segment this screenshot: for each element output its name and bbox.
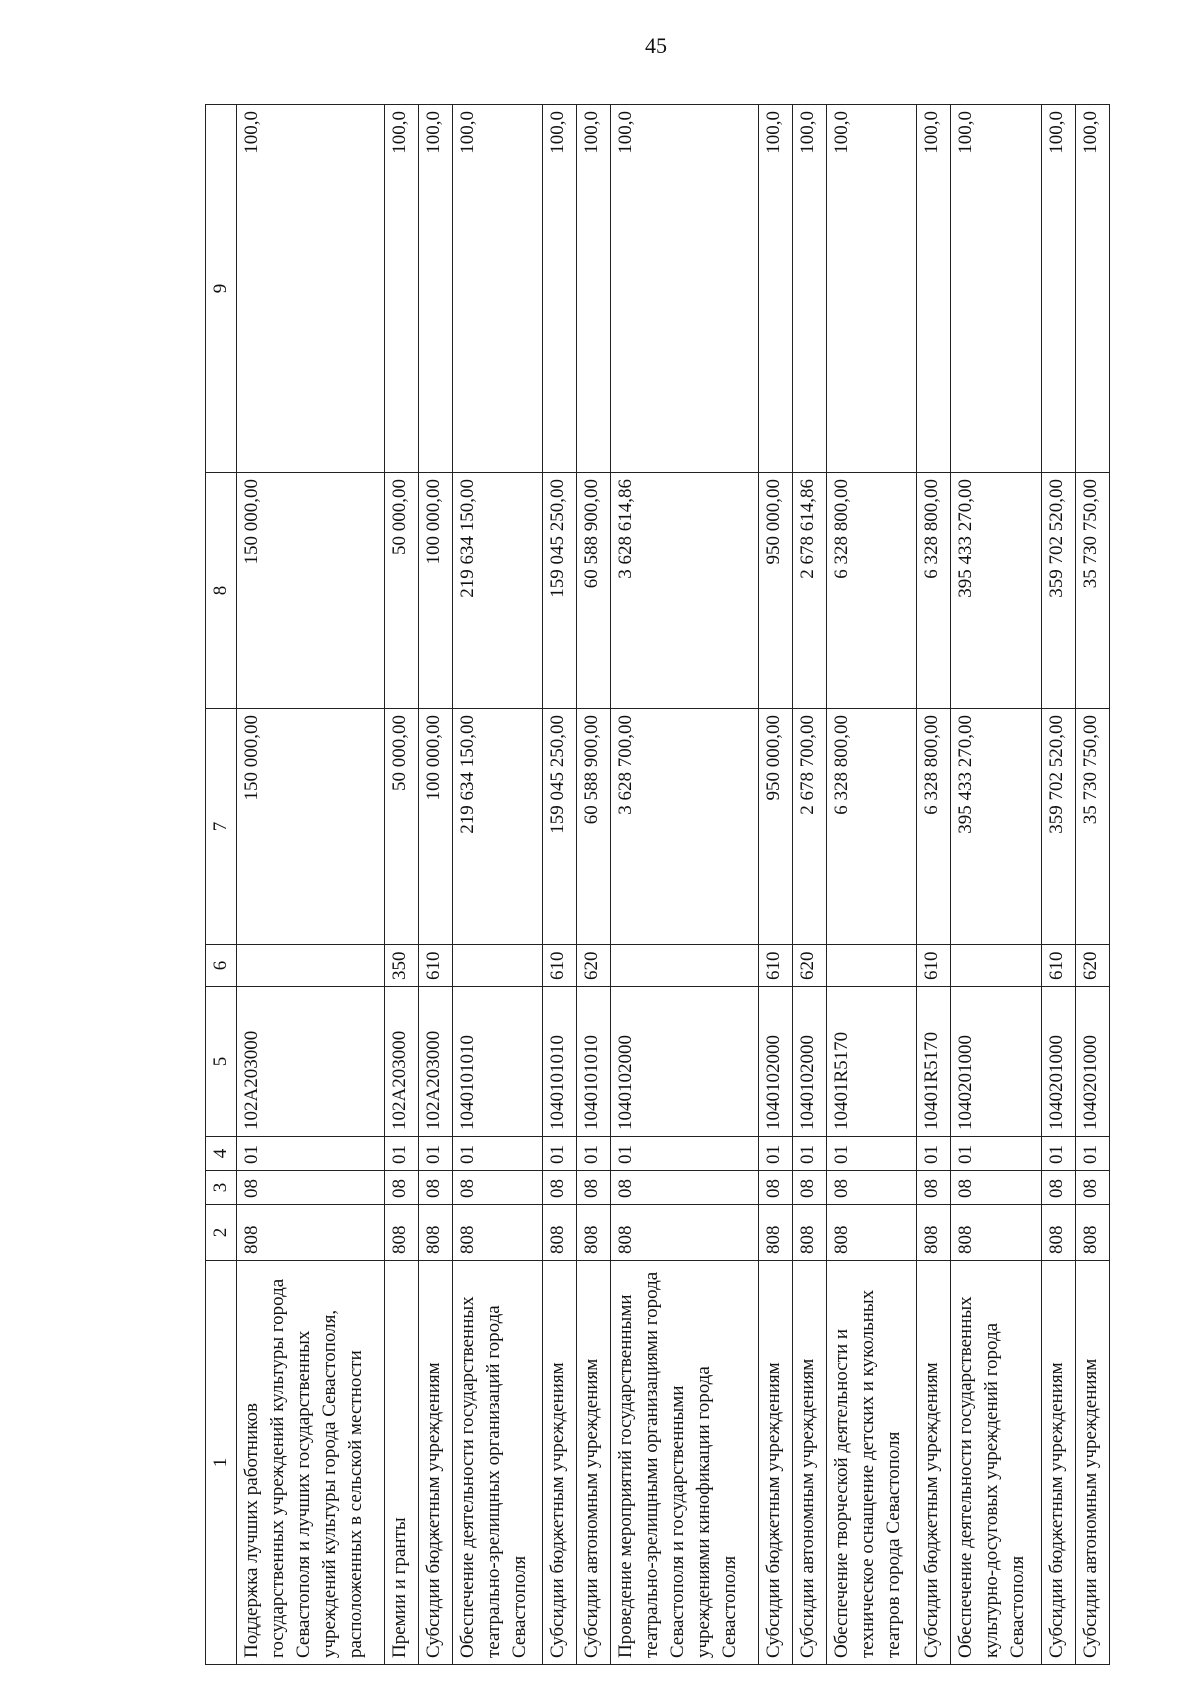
row-section: 08 (543, 1171, 577, 1205)
row-section: 08 (452, 1171, 543, 1205)
row-description: Премии и гранты (384, 1261, 418, 1665)
table-row (611, 105, 759, 1665)
table-row (826, 105, 917, 1665)
table-row (1076, 105, 1110, 1665)
page-number: 45 (645, 33, 667, 58)
row-expense-type (826, 945, 917, 987)
row-description: Субсидии автономным учреждениям (1076, 1261, 1110, 1665)
row-subsection: 01 (1076, 1137, 1110, 1171)
table-row (1042, 105, 1076, 1665)
row-planned-amount: 6 328 800,00 (917, 709, 951, 945)
rotated-table-container (205, 105, 1110, 1665)
column-header: 1 (206, 1261, 237, 1665)
row-execution-percent: 100,0 (577, 105, 611, 473)
row-expense-type: 620 (577, 945, 611, 987)
row-description: Обеспечение деятельности государственных театрально-зрелищных организаций города Севастополя (452, 1261, 543, 1665)
row-section: 08 (577, 1171, 611, 1205)
row-subsection: 01 (951, 1137, 1042, 1171)
row-executed-amount: 395 433 270,00 (951, 473, 1042, 709)
row-planned-amount: 150 000,00 (237, 709, 385, 945)
row-planned-amount: 359 702 520,00 (1042, 709, 1076, 945)
row-description: Проведение мероприятий государственными театрально-зрелищными организациями города Севастополя и государственными учреждениями кинофикации города Севастополя (611, 1261, 759, 1665)
row-description: Обеспечение деятельности государственных культурно-досуговых учреждений города Севастополя (951, 1261, 1042, 1665)
row-subsection: 01 (237, 1137, 385, 1171)
row-execution-percent: 100,0 (418, 105, 452, 473)
row-execution-percent: 100,0 (1042, 105, 1076, 473)
row-ministry-code: 808 (1042, 1205, 1076, 1261)
column-header: 7 (206, 709, 237, 945)
row-section: 08 (951, 1171, 1042, 1205)
row-description: Субсидии автономным учреждениям (792, 1261, 826, 1665)
row-subsection: 01 (577, 1137, 611, 1171)
row-ministry-code: 808 (611, 1205, 759, 1261)
row-subsection: 01 (758, 1137, 792, 1171)
row-planned-amount: 6 328 800,00 (826, 709, 917, 945)
row-target-article: 10401R5170 (917, 987, 951, 1137)
table-row (237, 105, 385, 1665)
row-section: 08 (826, 1171, 917, 1205)
row-subsection: 01 (917, 1137, 951, 1171)
header-row (206, 105, 237, 1665)
table-row (384, 105, 418, 1665)
row-ministry-code: 808 (452, 1205, 543, 1261)
row-section: 08 (611, 1171, 759, 1205)
row-target-article: 102А203000 (418, 987, 452, 1137)
row-target-article: 102А203000 (237, 987, 385, 1137)
row-target-article: 1040201000 (1076, 987, 1110, 1137)
row-expense-type: 620 (1076, 945, 1110, 987)
row-subsection: 01 (611, 1137, 759, 1171)
row-description: Субсидии бюджетным учреждениям (758, 1261, 792, 1665)
row-target-article: 1040201000 (951, 987, 1042, 1137)
row-ministry-code: 808 (758, 1205, 792, 1261)
row-executed-amount: 35 730 750,00 (1076, 473, 1110, 709)
row-expense-type: 610 (1042, 945, 1076, 987)
column-header: 5 (206, 987, 237, 1137)
row-target-article: 1040102000 (758, 987, 792, 1137)
row-planned-amount: 219 634 150,00 (452, 709, 543, 945)
row-description: Субсидии бюджетным учреждениям (1042, 1261, 1076, 1665)
row-executed-amount: 359 702 520,00 (1042, 473, 1076, 709)
table-row (792, 105, 826, 1665)
row-section: 08 (384, 1171, 418, 1205)
row-planned-amount: 35 730 750,00 (1076, 709, 1110, 945)
row-ministry-code: 808 (792, 1205, 826, 1261)
row-subsection: 01 (826, 1137, 917, 1171)
table-row (917, 105, 951, 1665)
row-subsection: 01 (452, 1137, 543, 1171)
row-executed-amount: 3 628 614,86 (611, 473, 759, 709)
row-execution-percent: 100,0 (917, 105, 951, 473)
row-executed-amount: 6 328 800,00 (917, 473, 951, 709)
row-target-article: 1040101010 (577, 987, 611, 1137)
row-executed-amount: 159 045 250,00 (543, 473, 577, 709)
row-expense-type: 350 (384, 945, 418, 987)
row-target-article: 1040101010 (543, 987, 577, 1137)
row-target-article: 10401R5170 (826, 987, 917, 1137)
row-executed-amount: 219 634 150,00 (452, 473, 543, 709)
row-expense-type: 610 (543, 945, 577, 987)
column-header: 9 (206, 105, 237, 473)
row-expense-type: 610 (917, 945, 951, 987)
row-executed-amount: 50 000,00 (384, 473, 418, 709)
row-ministry-code: 808 (577, 1205, 611, 1261)
table-row (418, 105, 452, 1665)
row-subsection: 01 (792, 1137, 826, 1171)
row-executed-amount: 950 000,00 (758, 473, 792, 709)
row-planned-amount: 100 000,00 (418, 709, 452, 945)
row-description: Обеспечение творческой деятельности и техническое оснащение детских и кукольных театров города Севастополя (826, 1261, 917, 1665)
row-description: Субсидии автономным учреждениям (577, 1261, 611, 1665)
table-body (237, 105, 1110, 1665)
table-row (951, 105, 1042, 1665)
row-planned-amount: 950 000,00 (758, 709, 792, 945)
row-target-article: 1040102000 (611, 987, 759, 1137)
row-executed-amount: 150 000,00 (237, 473, 385, 709)
table-row (758, 105, 792, 1665)
row-target-article: 1040101010 (452, 987, 543, 1137)
row-description: Субсидии бюджетным учреждениям (418, 1261, 452, 1665)
row-description: Субсидии бюджетным учреждениям (917, 1261, 951, 1665)
row-execution-percent: 100,0 (826, 105, 917, 473)
row-planned-amount: 159 045 250,00 (543, 709, 577, 945)
row-planned-amount: 50 000,00 (384, 709, 418, 945)
row-section: 08 (917, 1171, 951, 1205)
row-ministry-code: 808 (917, 1205, 951, 1261)
row-section: 08 (792, 1171, 826, 1205)
row-execution-percent: 100,0 (611, 105, 759, 473)
row-expense-type (951, 945, 1042, 987)
column-header: 3 (206, 1171, 237, 1205)
row-subsection: 01 (418, 1137, 452, 1171)
row-ministry-code: 808 (826, 1205, 917, 1261)
row-execution-percent: 100,0 (237, 105, 385, 473)
row-expense-type: 620 (792, 945, 826, 987)
row-ministry-code: 808 (418, 1205, 452, 1261)
row-planned-amount: 2 678 700,00 (792, 709, 826, 945)
row-execution-percent: 100,0 (758, 105, 792, 473)
row-subsection: 01 (384, 1137, 418, 1171)
column-header: 8 (206, 473, 237, 709)
row-expense-type (452, 945, 543, 987)
row-planned-amount: 60 588 900,00 (577, 709, 611, 945)
column-header: 4 (206, 1137, 237, 1171)
row-executed-amount: 2 678 614,86 (792, 473, 826, 709)
row-description: Поддержка лучших работников государственных учреждений культуры города Севастополя и лучших государственных учреждений культуры города Севастополя, расположенных в сельской местности (237, 1261, 385, 1665)
row-section: 08 (1076, 1171, 1110, 1205)
row-expense-type: 610 (418, 945, 452, 987)
row-subsection: 01 (543, 1137, 577, 1171)
row-subsection: 01 (1042, 1137, 1076, 1171)
row-executed-amount: 6 328 800,00 (826, 473, 917, 709)
row-target-article: 1040201000 (1042, 987, 1076, 1137)
row-section: 08 (418, 1171, 452, 1205)
row-ministry-code: 808 (543, 1205, 577, 1261)
row-section: 08 (237, 1171, 385, 1205)
row-ministry-code: 808 (951, 1205, 1042, 1261)
row-planned-amount: 395 433 270,00 (951, 709, 1042, 945)
row-section: 08 (758, 1171, 792, 1205)
row-execution-percent: 100,0 (951, 105, 1042, 473)
row-ministry-code: 808 (384, 1205, 418, 1261)
row-ministry-code: 808 (237, 1205, 385, 1261)
row-expense-type (611, 945, 759, 987)
row-planned-amount: 3 628 700,00 (611, 709, 759, 945)
table-row (577, 105, 611, 1665)
column-header: 2 (206, 1205, 237, 1261)
row-description: Субсидии бюджетным учреждениям (543, 1261, 577, 1665)
row-executed-amount: 100 000,00 (418, 473, 452, 709)
row-execution-percent: 100,0 (1076, 105, 1110, 473)
row-executed-amount: 60 588 900,00 (577, 473, 611, 709)
budget-table (205, 104, 1110, 1665)
column-header: 6 (206, 945, 237, 987)
row-execution-percent: 100,0 (452, 105, 543, 473)
row-target-article: 1040102000 (792, 987, 826, 1137)
row-section: 08 (1042, 1171, 1076, 1205)
row-execution-percent: 100,0 (543, 105, 577, 473)
table-row (543, 105, 577, 1665)
table-row (452, 105, 543, 1665)
row-ministry-code: 808 (1076, 1205, 1110, 1261)
row-expense-type: 610 (758, 945, 792, 987)
row-execution-percent: 100,0 (792, 105, 826, 473)
row-execution-percent: 100,0 (384, 105, 418, 473)
row-target-article: 102А203000 (384, 987, 418, 1137)
row-expense-type (237, 945, 385, 987)
